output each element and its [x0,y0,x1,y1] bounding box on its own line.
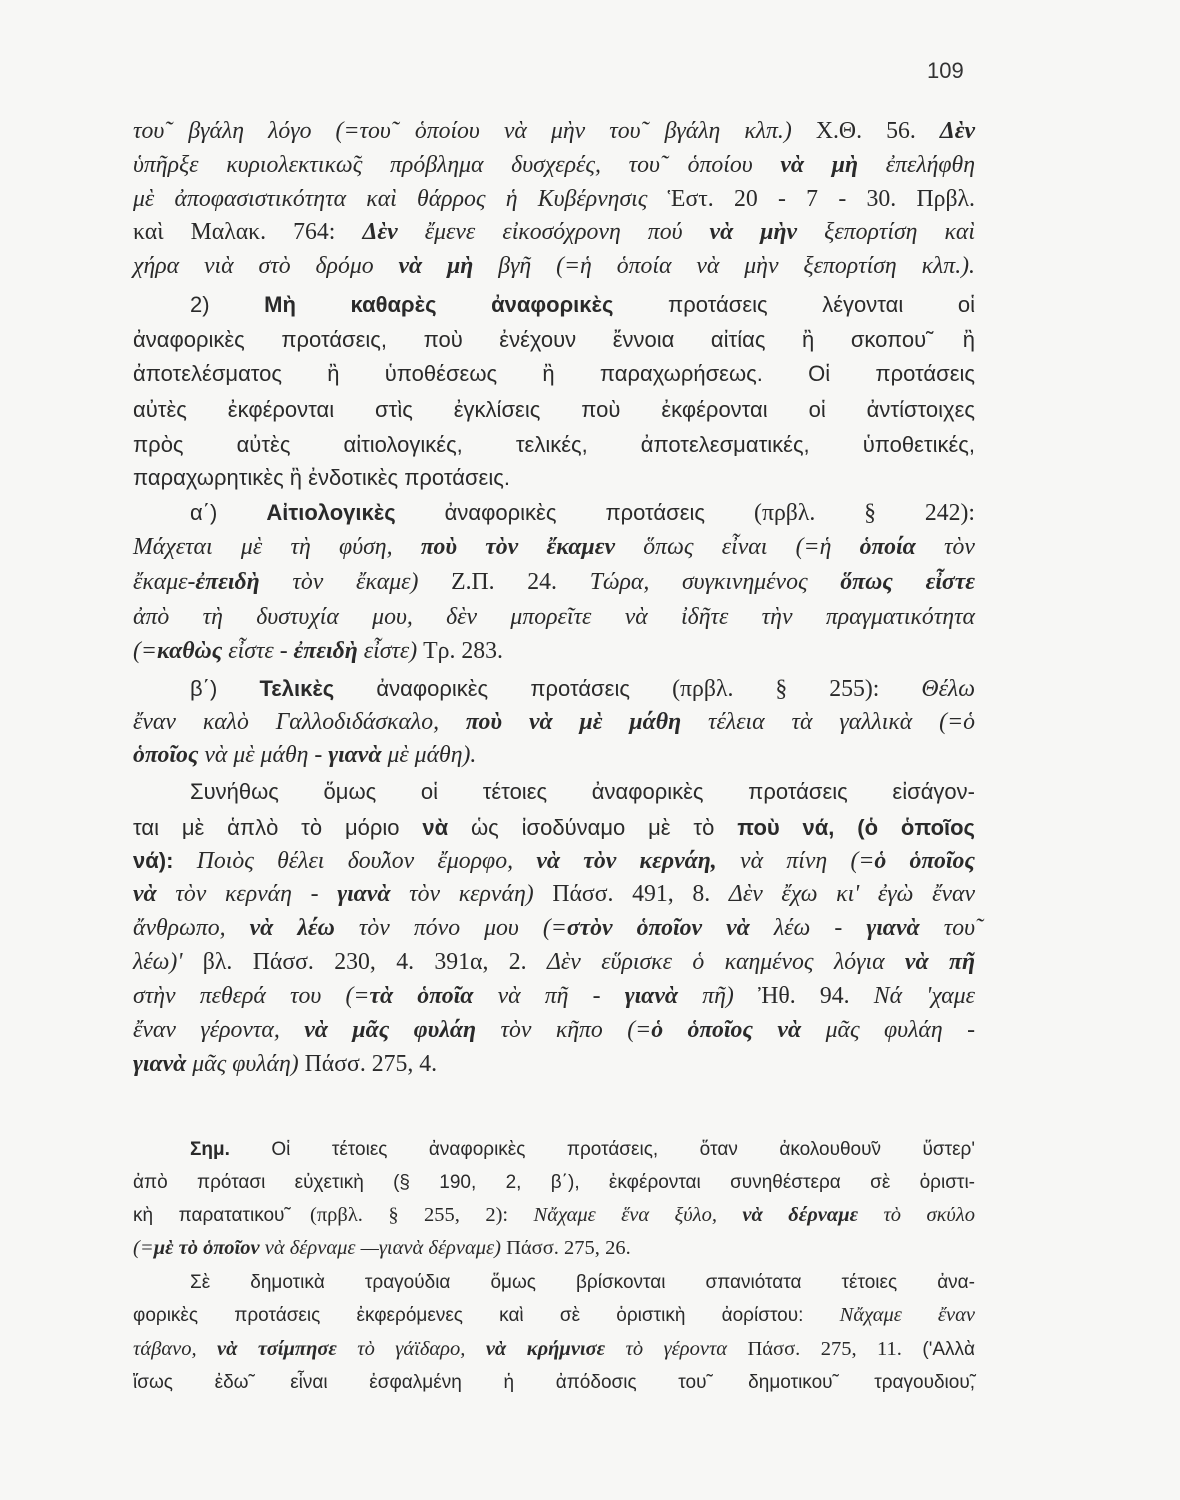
text-run: νὰ δέρναμε [742,1204,859,1226]
text-line [133,1366,975,1398]
text-run: προτάσεις λέγονται οἱ [613,292,975,317]
text-line [133,739,975,771]
text-run: στὸν ὁποῖον νὰ [566,915,750,941]
text-line [133,429,975,461]
text-run: ('Αλλὰ [922,1339,975,1360]
text-run: (πρβλ. § 255, 2): [309,1204,534,1226]
text-run: τὸ γέροντα [605,1338,748,1360]
text-run: νὰ μὴν [709,219,798,245]
text-run: Μάχεται μὲ τὴ φύση, [133,534,421,560]
text-run: κὴ παρατατικου̃ [133,1205,310,1226]
text-run: μὲ τὸ ὁποῖον [153,1237,260,1259]
text-run: ὁποῖος [133,742,199,768]
text-run: ποὺ νὰ μὲ μάθη [465,709,682,735]
text-run: ὅπως εἶναι (=ἡ [615,534,860,560]
text-run: στὴν πεθερά του (= [133,983,370,1009]
text-run: ὑπῆρξε κυριολεκτικω̃ς πρόβλημα δυσχερές, του̃ ὁποίου [133,152,781,178]
text-line [133,601,975,633]
text-run: Πάσσ. 275, 11. [747,1338,923,1360]
text-run: μᾶς φυλάη) [186,1051,305,1077]
text-run: Ἠθ. 94. [757,983,874,1009]
text-run: Σὲ δημοτικὰ τραγούδια ὅμως βρίσκονται σπανιότατα τέτοιες ἀνα- [190,1272,975,1293]
text-run: αὐτὲς ἐκφέρονται στὶς ἐγκλίσεις ποὺ ἐκφέρονται οἱ ἀντίστοιχες [133,397,975,422]
text-line [133,566,975,598]
text-line [133,149,975,181]
text-run: τέλεια τὰ γαλλικὰ (=ὁ [681,709,975,735]
text-run: Οἱ τέτοιες ἀναφορικὲς προτάσεις, ὅταν ἀκολουθου̃ν ὕστερ' [229,1139,975,1160]
text-run: ἔναν γέροντα, [133,1017,305,1043]
text-line [133,216,975,248]
text-line [133,912,975,944]
text-run: β΄) [190,676,260,701]
text-run: ἀπὸ πρότασι εὐχετικὴ (§ 190, 2, β΄), ἐκφέρονται συνηθέστερα σὲ ὁριστι- [133,1172,975,1193]
text-run: Χ.Θ. 56. [815,118,940,144]
text-run: Συνήθως ὅμως οἱ τέτοιες ἀναφορικὲς προτάσεις εἰσάγον- [190,779,975,804]
text-run: ἐπειδὴ [293,638,358,664]
text-run: μὲ μάθη). [381,742,477,768]
text-run: πῆ) [678,983,758,1009]
text-run: Πάσσ. 275, 26. [506,1237,631,1259]
text-run: τὸ σκύλο [858,1204,975,1226]
text-line [133,946,975,978]
text-run: Δὲν [362,219,398,245]
text-run: χήρα νιὰ στὸ δρόμο [133,253,399,279]
text-run: τὸν κῆπο (= [476,1017,652,1043]
text-run: νὰ πῆ - [473,983,625,1009]
text-run: νὰ πῆ [904,949,975,975]
text-run: ἔκαμε- [133,569,196,595]
text-line [190,776,975,808]
text-run: α΄) [190,500,267,525]
text-run: νὰ τσίμπησε [217,1338,337,1360]
text-line [133,980,975,1012]
text-run: Ἑστ. 20 - 7 - 30. Πρβλ. [667,186,975,212]
text-run: τὸ γάϊδαρο, [336,1338,486,1360]
text-run: γιανὰ [337,881,391,907]
text-run: του̃ [919,915,975,941]
text-line [133,250,975,282]
text-line [133,462,975,494]
text-run: του̃ βγάλη λόγο (=του̃ ὁποίου νὰ μὴν του̃ βγάλη κλπ.) [133,118,816,144]
text-run: νὰ τὸν κερνάη, [536,848,717,874]
text-line [133,1299,975,1331]
text-run: Τελικὲς [259,676,335,701]
text-run: ἀναφορικὲς προτάσεις, ποὺ ἐνέχουν ἔννοια αἰτίας ἢ σκοπου̃ ἢ [133,327,975,352]
text-run: νὰ μὴ [398,253,474,279]
text-line [133,635,975,667]
text-run: τὸν ἔκαμε) [259,569,452,595]
text-line [133,706,975,738]
text-run: Νἄχαμε ἔναν [839,1304,975,1326]
text-run: γιανὰ [328,742,382,768]
text-run: ὁ ὁποῖος [874,848,975,874]
text-run: νὰ μὴ [780,152,859,178]
text-run: ποὺ τὸν ἔκαμεν [420,534,616,560]
text-line [133,1333,975,1365]
text-run: Δὲν ἔχω κι' ἐγὼ ἔναν [728,881,976,907]
text-run: Νἄχαμε ἕνα ξύλο, [533,1204,743,1226]
text-run: νὰ [133,881,157,907]
text-run: παραχωρητικὲς ἢ ἐνδοτικὲς προτάσεις. [133,465,510,490]
text-run: Δὲν [939,118,976,144]
text-run: μᾶς φυλάη - [801,1017,975,1043]
text-run: ὅπως εἶστε [840,569,975,595]
text-run: ὡς ἰσοδύναμο μὲ τὸ [448,815,738,840]
text-run: μὲ ἀποφασιστικότητα καὶ θάρρος ἡ Κυβέρνησις [133,186,668,212]
text-run: Νά 'χαμε [873,983,975,1009]
text-run: ἔναν καλὸ Γαλλοδιδάσκαλο, [133,709,466,735]
text-run: Σημ. [190,1139,230,1160]
text-run: τὸν πόνο μου (= [334,915,567,941]
text-run: εἶστε) [357,638,424,664]
text-run: τὸν κερνάη) [390,881,553,907]
text-run: ἀναφορικὲς προτάσεις [334,676,673,701]
text-run: 2) [190,292,265,317]
text-run: τάβανο, [133,1338,218,1360]
text-run: νὰ μᾶς φυλάη [304,1017,477,1043]
text-run: ἐπειδὴ [195,569,260,595]
text-run: νὰ κρήμνισε [485,1338,606,1360]
text-line [190,1133,975,1165]
text-run: ἔμενε εἰκοσόχρονη πού [397,219,710,245]
text-line [133,812,975,844]
text-line [190,497,975,529]
text-run: ξεπορτίση καὶ [797,219,975,245]
text-run: εἶστε - [222,638,294,664]
text-run: ὁποία [859,534,916,560]
text-run: Τρ. 283. [423,638,503,664]
text-run: γιανὰ [133,1051,187,1077]
text-line [133,1166,975,1198]
text-line [190,289,975,321]
text-run: τὸν κερνάη - [156,881,338,907]
text-run: βγῆ (=ἡ ὁποία νὰ μὴν ξεπορτίση κλπ.). [473,253,975,279]
text-run: ται μὲ ἁπλὸ τὸ μόριο [133,815,423,840]
text-run: γιανὰ [624,983,679,1009]
text-run: τὰ ὁποῖα [369,983,474,1009]
text-line [133,1014,975,1046]
text-run: Ζ.Π. 24. [451,569,590,595]
text-run: καὶ Μαλακ. 764: [133,219,363,245]
text-run: νὰ λέω [249,915,335,941]
text-run: (πρβλ. § 242): [754,500,976,526]
text-run: πρὸς αὐτὲς αἰτιολογικές, τελικές, ἀποτελεσματικές, ὑποθετικές, [133,432,975,457]
text-run: Πάσσ. 275, 4. [304,1051,438,1077]
text-run: (= [133,1237,154,1259]
text-line [133,324,975,356]
text-line [133,183,975,215]
text-run: νὰ [422,815,449,840]
text-line [133,845,975,877]
text-line [133,531,975,563]
text-line [133,394,975,426]
text-run: Πάσσ. 491, 8. [552,881,729,907]
text-run: λέω)' [133,949,203,975]
text-line [190,673,975,705]
text-run: ποὺ νά, (ὁ ὁποῖος [737,815,975,840]
text-run: νὰ δέρναμε —γιανὰ δέρναμε) [259,1237,507,1259]
page-number: 109 [927,58,964,83]
text-line [133,1232,975,1264]
text-run: νὰ πίνη (= [716,848,875,874]
text-run: (= [133,638,157,664]
text-run: καθὼς [156,638,223,664]
text-run: ἀπὸ τὴ δυστυχία μου, δὲν μπορεῖτε νὰ ἰδῆτε τὴν πραγματικότητα [133,604,975,630]
text-run: Αἰτιολογικὲς [266,500,396,525]
text-run: βλ. Πάσσ. 230, 4. 391α, 2. [202,949,547,975]
text-line [133,115,975,147]
text-run: ἀναφορικὲς προτάσεις [395,500,755,525]
text-run: ἐπελήφθη [858,152,975,178]
text-line [133,1048,975,1080]
text-run: λέω - [749,915,867,941]
text-run: Δὲν εὕρισκε ὁ καημένος λόγια [546,949,905,975]
text-run: φορικὲς προτάσεις ἐκφερόμενες καὶ σὲ ὁριστικὴ ἀορίστου: [133,1305,840,1326]
text-run: ὁ ὁποῖος νὰ [651,1017,802,1043]
text-run: ἴσως ἐδω̃ εἶναι ἐσφαλμένη ἡ ἀπόδοσις του̃ δημοτικου̃ τραγουδιου̃, [133,1372,975,1393]
text-run: νά): [133,848,174,873]
text-run: Μὴ καθαρὲς ἀναφορικὲς [264,292,614,317]
text-run: Θέλω [879,676,975,702]
text-line [190,1266,975,1298]
text-line [133,1199,975,1231]
text-line [133,878,975,910]
text-run: Ποιὸς θέλει δου̃λον ἔμορφο, [173,848,537,874]
text-run: (πρβλ. § 255): [672,676,880,702]
text-run: ἀποτελέσματος ἢ ὑποθέσεως ἢ παραχωρήσεως. Οἱ προτάσεις [133,361,975,386]
text-line [133,358,975,390]
text-run: τὸν [915,534,975,560]
text-run: γιανὰ [866,915,920,941]
text-run: Τώρα, συγκινημένος [589,569,841,595]
text-run: νὰ μὲ μάθη - [198,742,329,768]
text-run: ἄνθρωπο, [133,915,250,941]
